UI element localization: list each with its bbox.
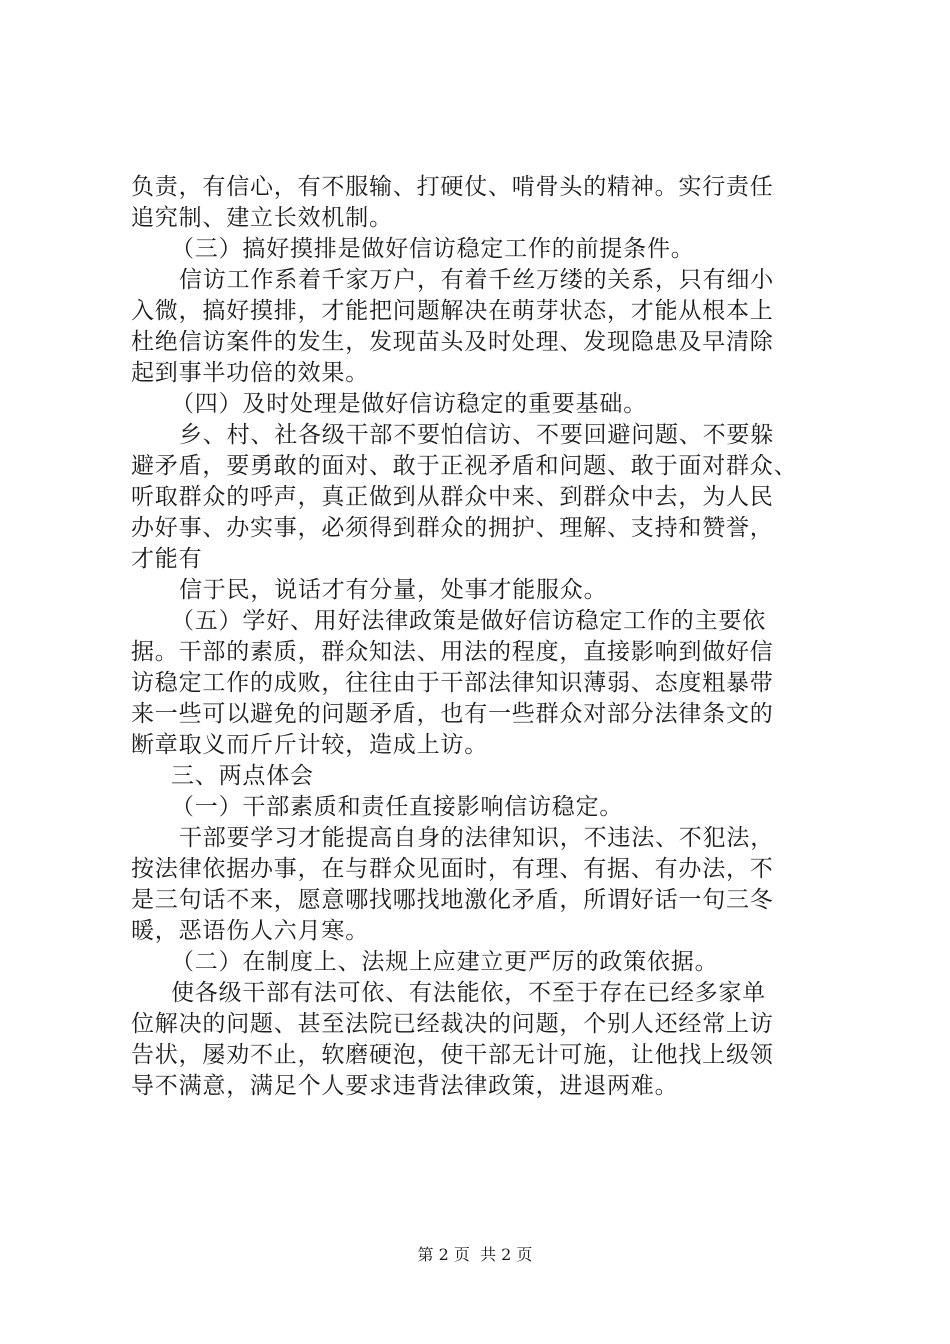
text-line: 入微，搞好摸排，才能把问题解决在萌芽状态，才能从根本上: [131, 298, 774, 324]
text-line: 使各级干部有法可依、有法能依，不至于存在已经多家单: [171, 980, 766, 1006]
text-line: 告状，屡劝不止，软磨硬泡，使干部无计可施，让他找上级领: [131, 1042, 774, 1068]
text-line: 乡、村、社各级干部不要怕信访、不要回避问题、不要躲: [179, 422, 774, 448]
section-heading: （五）学好、用好法律政策是做好信访稳定工作的主要依: [171, 608, 766, 634]
text-line: 干部要学习才能提高自身的法律知识，不违法、不犯法，: [179, 825, 774, 851]
page-footer: 第 2 页 共 2 页: [417, 1245, 533, 1264]
text-line: 据。干部的素质，群众知法、用法的程度，直接影响到做好信: [131, 639, 774, 665]
text-line: 杜绝信访案件的发生，发现苗头及时处理、发现隐患及早清除: [131, 329, 774, 355]
text-line: 暖，恶语伤人六月寒。: [131, 918, 369, 944]
text-line: 信访工作系着千家万户，有着千丝万缕的关系，只有细小: [179, 267, 774, 293]
text-line: 起到事半功倍的效果。: [131, 360, 369, 386]
text-line: 位解决的问题、甚至法院已经裁决的问题，个别人还经常上访: [131, 1011, 774, 1037]
document-body: [131, 172, 831, 1102]
text-line: 断章取义而斤斤计较，造成上访。: [131, 732, 488, 758]
text-line: 导不满意，满足个人要求违背法律政策，进退两难。: [131, 1073, 679, 1099]
section-heading: （三）搞好摸排是做好信访稳定工作的前提条件。: [171, 236, 695, 262]
text-line: 听取群众的呼声，真正做到从群众中来、到群众中去，为人民: [131, 484, 774, 510]
text-line: 追究制、建立长效机制。: [131, 205, 393, 231]
text-line: 避矛盾，要勇敢的面对、敢于正视矛盾和问题、敢于面对群众、: [131, 453, 798, 479]
text-line: 才能有: [131, 546, 203, 572]
text-line: 按法律依据办事，在与群众见面时，有理、有据、有办法，不: [131, 856, 774, 882]
text-line: 访稳定工作的成败，往往由于干部法律知识薄弱、态度粗暴带: [131, 670, 774, 696]
text-line: 来一些可以避免的问题矛盾，也有一些群众对部分法律条文的: [131, 701, 774, 727]
section-heading: （一）干部素质和责任直接影响信访稳定。: [171, 794, 624, 820]
section-heading: （二）在制度上、法规上应建立更严厉的政策依据。: [171, 949, 719, 975]
section-heading: （四）及时处理是做好信访稳定的重要基础。: [171, 391, 647, 417]
text-line: 办好事、办实事，必须得到群众的拥护、理解、支持和赞誉，: [131, 515, 774, 541]
text-line: 信于民，说话才有分量，处事才能服众。: [179, 577, 608, 603]
text-line: 负责，有信心，有不服输、打硬仗、啃骨头的精神。实行责任: [131, 174, 774, 200]
section-heading: 三、两点体会: [171, 763, 314, 789]
text-line: 是三句话不来，愿意哪找哪找地激化矛盾，所谓好话一句三冬: [131, 887, 774, 913]
